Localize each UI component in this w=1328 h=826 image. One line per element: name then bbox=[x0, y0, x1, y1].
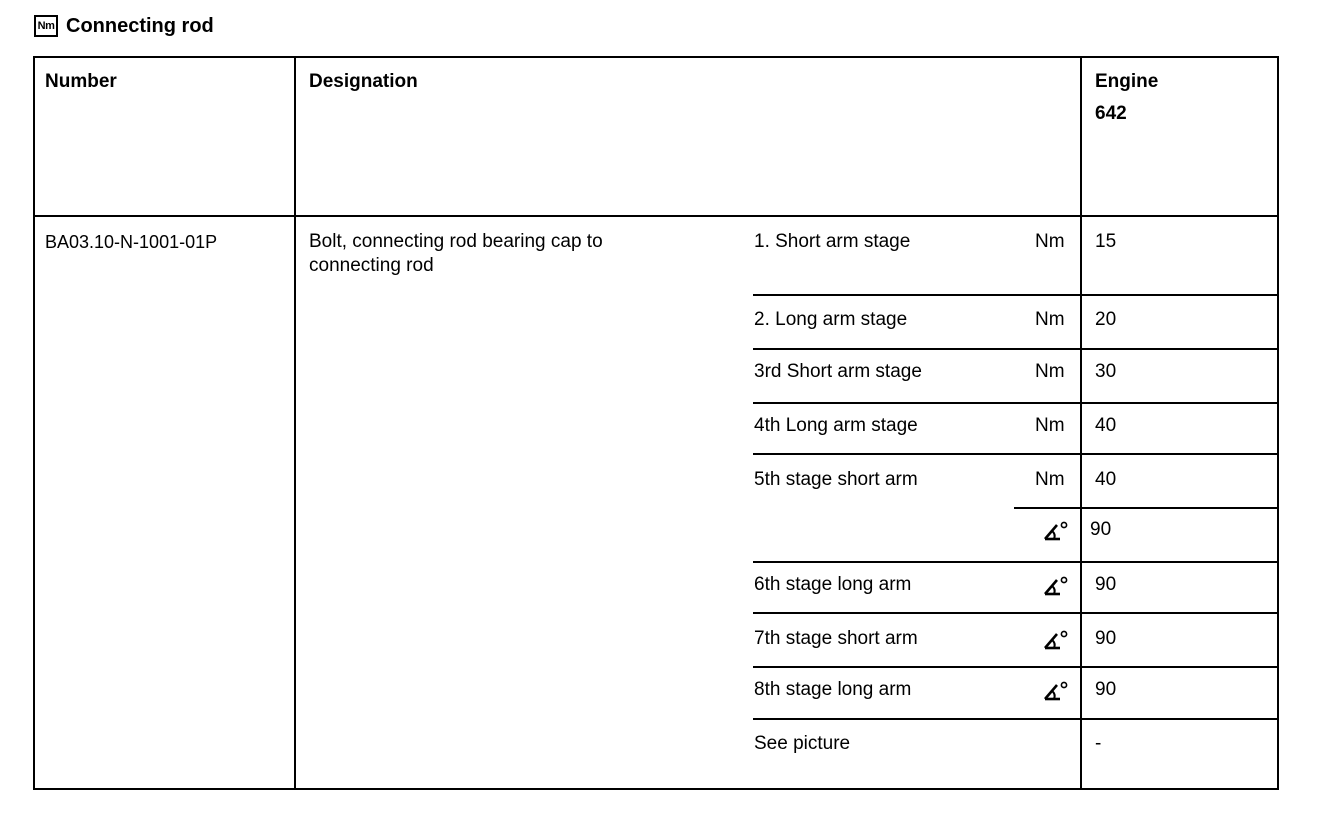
stage-label: 4th Long arm stage bbox=[754, 415, 918, 436]
header-number: Number bbox=[45, 71, 117, 92]
page-title bbox=[34, 12, 214, 40]
row-divider bbox=[753, 294, 1279, 296]
stage-unit: Nm bbox=[1035, 469, 1065, 490]
header-divider bbox=[33, 215, 1279, 217]
torque-nm-icon: Nm bbox=[34, 15, 58, 37]
stage-unit: Nm bbox=[1035, 231, 1065, 252]
col-divider-3 bbox=[1080, 56, 1082, 790]
stage-label: 5th stage short arm bbox=[754, 469, 918, 490]
item-designation-line2: connecting rod bbox=[309, 255, 434, 276]
stage-value: 40 bbox=[1095, 469, 1117, 490]
item-designation-line1: Bolt, connecting rod bearing cap to bbox=[309, 231, 603, 252]
angle-degree-icon bbox=[1042, 680, 1070, 702]
row-divider bbox=[753, 718, 1279, 720]
stage-value: 90 bbox=[1095, 574, 1117, 595]
header-engine-value: 642 bbox=[1095, 103, 1127, 124]
col-divider-1 bbox=[294, 56, 296, 790]
stage-label: 7th stage short arm bbox=[754, 628, 918, 649]
stage-value: 90 bbox=[1090, 519, 1112, 540]
row-divider bbox=[753, 612, 1279, 614]
header-engine-label: Engine bbox=[1095, 71, 1159, 92]
row-divider bbox=[753, 666, 1279, 668]
title-text: Connecting rod bbox=[66, 14, 214, 37]
stage-value: - bbox=[1095, 733, 1102, 754]
torque-table bbox=[33, 56, 1279, 790]
stage-label: 1. Short arm stage bbox=[754, 231, 911, 252]
stage-label: See picture bbox=[754, 733, 851, 754]
stage-unit: Nm bbox=[1035, 415, 1065, 436]
stage-label: 8th stage long arm bbox=[754, 679, 912, 700]
stage-value: 90 bbox=[1095, 628, 1117, 649]
stage-value: 40 bbox=[1095, 415, 1117, 436]
stage-value: 90 bbox=[1095, 679, 1117, 700]
stage-unit: Nm bbox=[1035, 309, 1065, 330]
stage-value: 20 bbox=[1095, 309, 1117, 330]
stage-label: 6th stage long arm bbox=[754, 574, 912, 595]
stage-unit: Nm bbox=[1035, 361, 1065, 382]
stage-label: 2. Long arm stage bbox=[754, 309, 908, 330]
stage-label: 3rd Short arm stage bbox=[754, 361, 922, 382]
stage-value: 30 bbox=[1095, 361, 1117, 382]
row-divider bbox=[1014, 507, 1279, 509]
item-number: BA03.10-N-1001-01P bbox=[45, 232, 218, 252]
row-divider bbox=[753, 453, 1279, 455]
angle-degree-icon bbox=[1042, 520, 1070, 542]
stage-value: 15 bbox=[1095, 231, 1117, 252]
angle-degree-icon bbox=[1042, 629, 1070, 651]
header-designation: Designation bbox=[309, 71, 418, 92]
angle-degree-icon bbox=[1042, 575, 1070, 597]
row-divider bbox=[753, 402, 1279, 404]
row-divider bbox=[753, 561, 1279, 563]
row-divider bbox=[753, 348, 1279, 350]
